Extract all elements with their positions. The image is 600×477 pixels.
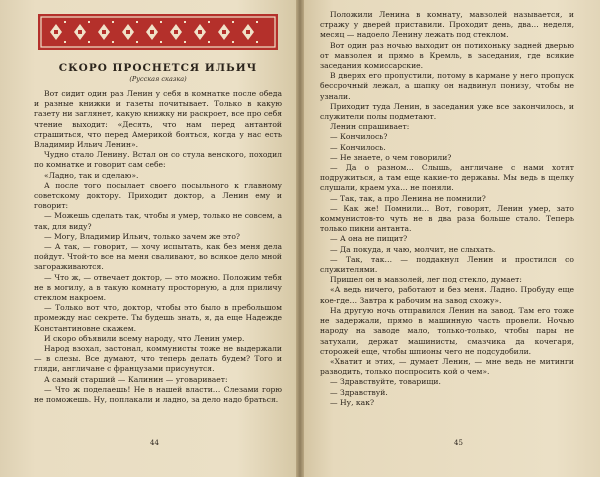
paragraph: — Так, так, а про Ленина не помнили? [330, 193, 486, 203]
paragraph: — Что ж, — отвечает доктор, — это можно. Положим тебя не в могилу, а в такую комнату просторную, а для приличу стеклом накроем. [34, 272, 282, 303]
left-page-body [34, 89, 282, 405]
paragraph: — Да о разном… Слышь, англичане с нами хотят подружиться, а там еще какие-то державы. Мы ведь в щелку слушали, краем уха… не поняли. [320, 163, 574, 193]
page-number-left: 44 [150, 439, 159, 447]
paragraph: Вот один раз ночью выходит он потихоньку задней дверью от мавзолея и прямо в Кремль, в заседания, где всякие заседания комиссарские. [320, 40, 574, 71]
paragraph: «Хватит и этих, — думает Ленин, — мне ведь не митинги разводить, только поспросить кой о чем». [320, 356, 574, 377]
paragraph: — Кончилось. [330, 142, 386, 152]
right-page-body [320, 10, 574, 408]
paragraph: И скоро объявили всему народу, что Ленин умер. [44, 333, 245, 343]
paragraph: Вот сидит один раз Ленин у себя в комнатке после обеда и разные книжки и газеты почитывает. Только в какую газету ни заглянет, какую книжку ни раскроет, все про себя чтение выходит: «Десять, что нам перед антантой страшиться, что перед Америкой бояться, когда у нас есть Владимир Ильич Ленин». [34, 89, 282, 150]
paragraph: — Что ж поделаешь! Не в нашей власти… Слезами горю не поможешь. Ну, поплакали и ладно, за дело надо браться. [34, 384, 282, 405]
paragraph: «А ведь ничего, работают и без меня. Ладно. Пробуду еще кое-где… Завтра к рабочим на завод схожу». [320, 285, 574, 305]
book-spine-gutter [296, 0, 304, 477]
paragraph: — Могу, Владимир Ильич, только зачем же это? [44, 231, 240, 241]
paragraph: «Ладно, так и сделаю». [44, 170, 139, 180]
paragraph: — Так, так… — поддакнул Ленин и простился со служителями. [320, 254, 574, 275]
page-number-right: 45 [454, 439, 463, 447]
paragraph: — Здравствуй. [330, 387, 388, 397]
paragraph: На другую ночь отправился Ленин на завод. Там его тоже не задержали, прямо в машинную часть провели. Ночью народу на заводе мало, только-только, чтобы пары не затухали, держат машинисты, смазчика да кочегаря, сторожей еще, чтобы шпионы чего не подсудобили. [320, 305, 574, 356]
story-title: СКОРО ПРОСНЕТСЯ ИЛЬИЧ [58, 62, 258, 74]
left-page [0, 0, 296, 477]
paragraph: — А она не пищит? [330, 234, 408, 244]
paragraph: — А так, — говорит, — хочу испытать, как без меня дела пойдут. Чтой-то все на меня сваливают, во всякое дело мной загораживаются. [34, 242, 282, 272]
paragraph: — Только вот что, доктор, чтобы это было в пребольшом промежду нас секрете. Ты будешь знать, я, да еще Надежде Константиновне скажем. [34, 303, 282, 333]
paragraph: — Здравствуйте, товарищи. [330, 377, 441, 387]
decorative-ornament-band [38, 14, 278, 50]
paragraph: Ленин спрашивает: [330, 122, 410, 132]
paragraph: — Как же! Помнили… Вот, говорят, Ленин умер, зато коммунистов-то чуть не в два раза больше стало. Теперь только пикни антанта. [320, 203, 574, 234]
paragraph: — Кончилось? [330, 132, 388, 142]
story-subtitle: (Русская сказка) [129, 75, 187, 83]
paragraph: — Не знаете, о чем говорили? [330, 152, 452, 162]
paragraph: — Ну, как? [330, 397, 375, 407]
paragraph: Приходит туда Ленин, в заседания уже все закончилось, и служители полы подметают. [320, 101, 574, 122]
paragraph: А самый старший — Калинин — уговаривает: [44, 374, 228, 384]
paragraph: Пришел он в мавзолей, лег под стекло, думает: [330, 275, 522, 285]
paragraph: — Да покуда, я чаю, молчит, не слыхать. [330, 244, 496, 254]
right-page [304, 0, 600, 477]
paragraph: Положили Ленина в комнату, мавзолей называется, и стражу у дверей приставили. Проходит день, два… неделя, месяц — надоело Ленину лежать под стеклом. [320, 10, 574, 40]
paragraph: Народ взохал, застонал, коммунисты тоже не выдержали — в слезы. Все думают, что теперь делать будем? Того и гляди, англичане с французами присунутся. [34, 344, 282, 374]
ornament-pattern [38, 14, 278, 50]
paragraph: В дверях его пропустили, потому в кармане у него пропуск бессрочный лежал, а шапку он надвинул понизу, чтобы не узнали. [320, 71, 574, 101]
paragraph: Чудно стало Ленину. Встал он со стула венского, походил по комнатке и говорит сам себе: [34, 150, 282, 170]
paragraph: — Можешь сделать так, чтобы я умер, только не совсем, а так, для виду? [34, 211, 282, 231]
paragraph: А после того посылает своего посыльного к главному советскому доктору. Приходит доктор, а Ленин ему и говорит: [34, 180, 282, 211]
